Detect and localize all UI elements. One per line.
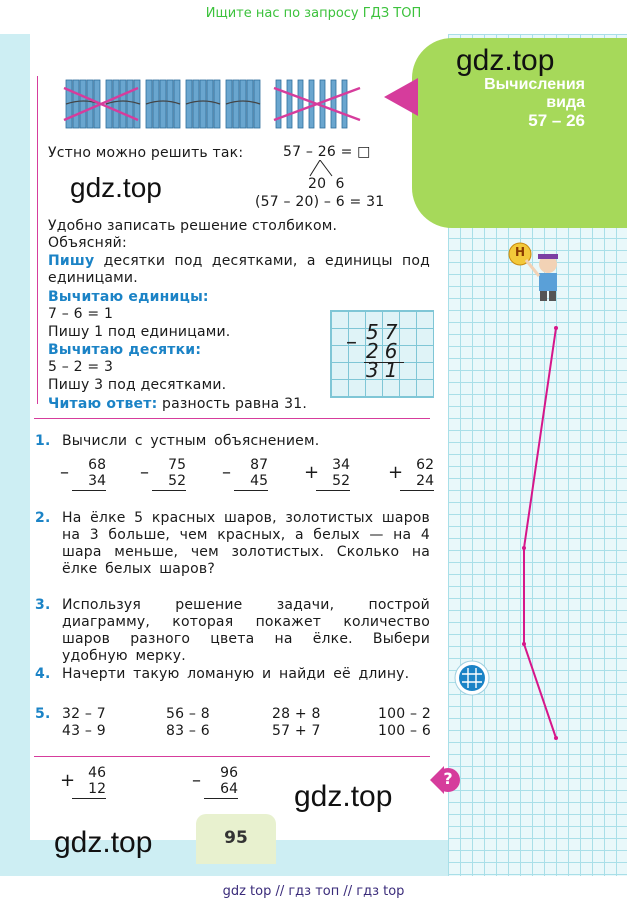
- oral-expression: 57 – 26 = □: [283, 144, 371, 160]
- task-1-column-3-underline: [234, 490, 268, 491]
- task-1-column-2-top: 75: [168, 457, 186, 473]
- top-link[interactable]: Ищите нас по запросу ГДЗ ТОП: [205, 6, 422, 21]
- stick-bundle: [66, 80, 100, 128]
- triangle-marker-icon: [384, 78, 418, 116]
- task-1-column-2-sign: –: [140, 462, 149, 483]
- character-badge: Н: [514, 245, 526, 259]
- column-example-bottom: 26: [366, 339, 404, 363]
- task-1-column-1-underline: [72, 490, 106, 491]
- task-5-expression: 100 – 2: [378, 706, 431, 722]
- extra-column-2-underline: [204, 798, 238, 799]
- task-1-column-5-underline: [400, 490, 434, 491]
- task-1-number: 1.: [35, 433, 51, 449]
- oral-label: Устно можно решить так:: [48, 145, 244, 161]
- task-4-text: Начерти такую ломаную и найди её длину.: [62, 666, 410, 682]
- extra-column-1-bottom: 12: [88, 781, 106, 797]
- units-expression: 7 – 6 = 1: [48, 306, 114, 322]
- write-label: Пишу: [48, 253, 95, 269]
- topic-title: [470, 76, 585, 130]
- counting-sticks-illustration: [60, 76, 372, 132]
- extra-column-2-sign: –: [192, 770, 201, 791]
- task-1-column-1-top: 68: [88, 457, 106, 473]
- task-5-expression: 100 – 6: [378, 723, 431, 739]
- task-1-column-4-underline: [316, 490, 350, 491]
- topic-line-2: вида: [546, 94, 585, 111]
- tens-label: Вычитаю десятки:: [48, 342, 202, 358]
- task-5-expression: 28 + 8: [272, 706, 321, 722]
- task-5-expression: 83 – 6: [166, 723, 210, 739]
- task-1-column-5-bottom: 24: [416, 473, 434, 489]
- tens-write: Пишу 3 под десятками.: [48, 377, 227, 393]
- task-1-column-2: [152, 457, 186, 491]
- task-1-column-1-bottom: 34: [88, 473, 106, 489]
- task-1-column-5-top: 62: [416, 457, 434, 473]
- task-1-column-4: [316, 457, 350, 491]
- task-1-column-5: [400, 457, 434, 491]
- page-number: 95: [224, 828, 248, 848]
- column-example-sign: –: [346, 330, 357, 355]
- bottom-link[interactable]: gdz top // гдз топ // гдз top: [222, 884, 405, 899]
- section-divider: [34, 418, 430, 419]
- task-2-number: 2.: [35, 510, 51, 526]
- task-1-column-2-underline: [152, 490, 186, 491]
- answer-line: [48, 396, 307, 413]
- extra-column-1: [72, 765, 106, 799]
- extra-column-1-underline: [72, 798, 106, 799]
- task-1-column-1-sign: –: [60, 462, 69, 483]
- margin-line: [37, 76, 38, 404]
- extra-column-2: [204, 765, 238, 799]
- task-5-number: 5.: [35, 706, 51, 722]
- watermark: gdz.top: [294, 780, 393, 813]
- extra-column-1-top: 46: [88, 765, 106, 781]
- task-1-text: Вычисли с устным объяснением.: [62, 433, 320, 449]
- watermark: gdz.top: [54, 826, 153, 859]
- help-badge[interactable]: ?: [443, 769, 453, 788]
- write-rule: [48, 253, 430, 287]
- watermark: gdz.top: [70, 172, 162, 203]
- split-expression: (57 – 20) – 6 = 31: [255, 194, 385, 210]
- task-1-column-1: [72, 457, 106, 491]
- tens-expression: 5 – 2 = 3: [48, 359, 114, 375]
- task-5-expression: 57 + 7: [272, 723, 321, 739]
- section-divider-2: [34, 756, 430, 757]
- task-5-expression: 43 – 9: [62, 723, 106, 739]
- topic-line-3: 57 – 26: [528, 111, 585, 130]
- task-5-expression: 56 – 8: [166, 706, 210, 722]
- answer-text: разность равна 31.: [162, 396, 307, 412]
- units-write: Пишу 1 под единицами.: [48, 324, 231, 340]
- task-1-column-3-sign: –: [222, 462, 231, 483]
- extra-column-2-bottom: 64: [220, 781, 238, 797]
- task-4-number: 4.: [35, 666, 51, 682]
- column-intro: Удобно записать решение столбиком.: [48, 218, 338, 234]
- split-parts: 20 6: [308, 176, 345, 192]
- task-1-column-3-bottom: 45: [250, 473, 268, 489]
- task-1-column-3: [234, 457, 268, 491]
- broken-line-drawing: [448, 300, 627, 760]
- task-1-column-4-bottom: 52: [332, 473, 350, 489]
- topic-line-1: Вычисления: [484, 76, 585, 93]
- watermark: gdz.top: [456, 44, 555, 77]
- task-1-column-5-sign: +: [388, 462, 404, 483]
- units-label: Вычитаю единицы:: [48, 289, 209, 305]
- explain-label: Объясняй:: [48, 235, 127, 251]
- task-5-expression: 32 – 7: [62, 706, 106, 722]
- task-3-text: Используя решение задачи, построй диаграмму, которая покажет количество шаров разного цвета на ёлке. Выбери удобную мерку.: [62, 597, 430, 664]
- extra-column-2-top: 96: [220, 765, 238, 781]
- task-3-number: 3.: [35, 597, 51, 613]
- task-1-column-2-bottom: 52: [168, 473, 186, 489]
- task-1-column-4-top: 34: [332, 457, 350, 473]
- task-1-column-4-sign: +: [304, 462, 320, 483]
- task-2-text: На ёлке 5 красных шаров, золотистых шаров на 3 больше, чем красных, а белых — на 4 шара меньше, чем золотистых. Сколько на ёлке белых шаров?: [62, 510, 430, 577]
- column-example-top: 57: [366, 320, 404, 344]
- answer-label: Читаю ответ:: [48, 396, 158, 412]
- write-text: десятки под десятками, а единицы под единицами.: [48, 253, 430, 286]
- task-1-column-3-top: 87: [250, 457, 268, 473]
- column-example-result: 31: [366, 358, 404, 382]
- extra-column-1-sign: +: [60, 770, 76, 791]
